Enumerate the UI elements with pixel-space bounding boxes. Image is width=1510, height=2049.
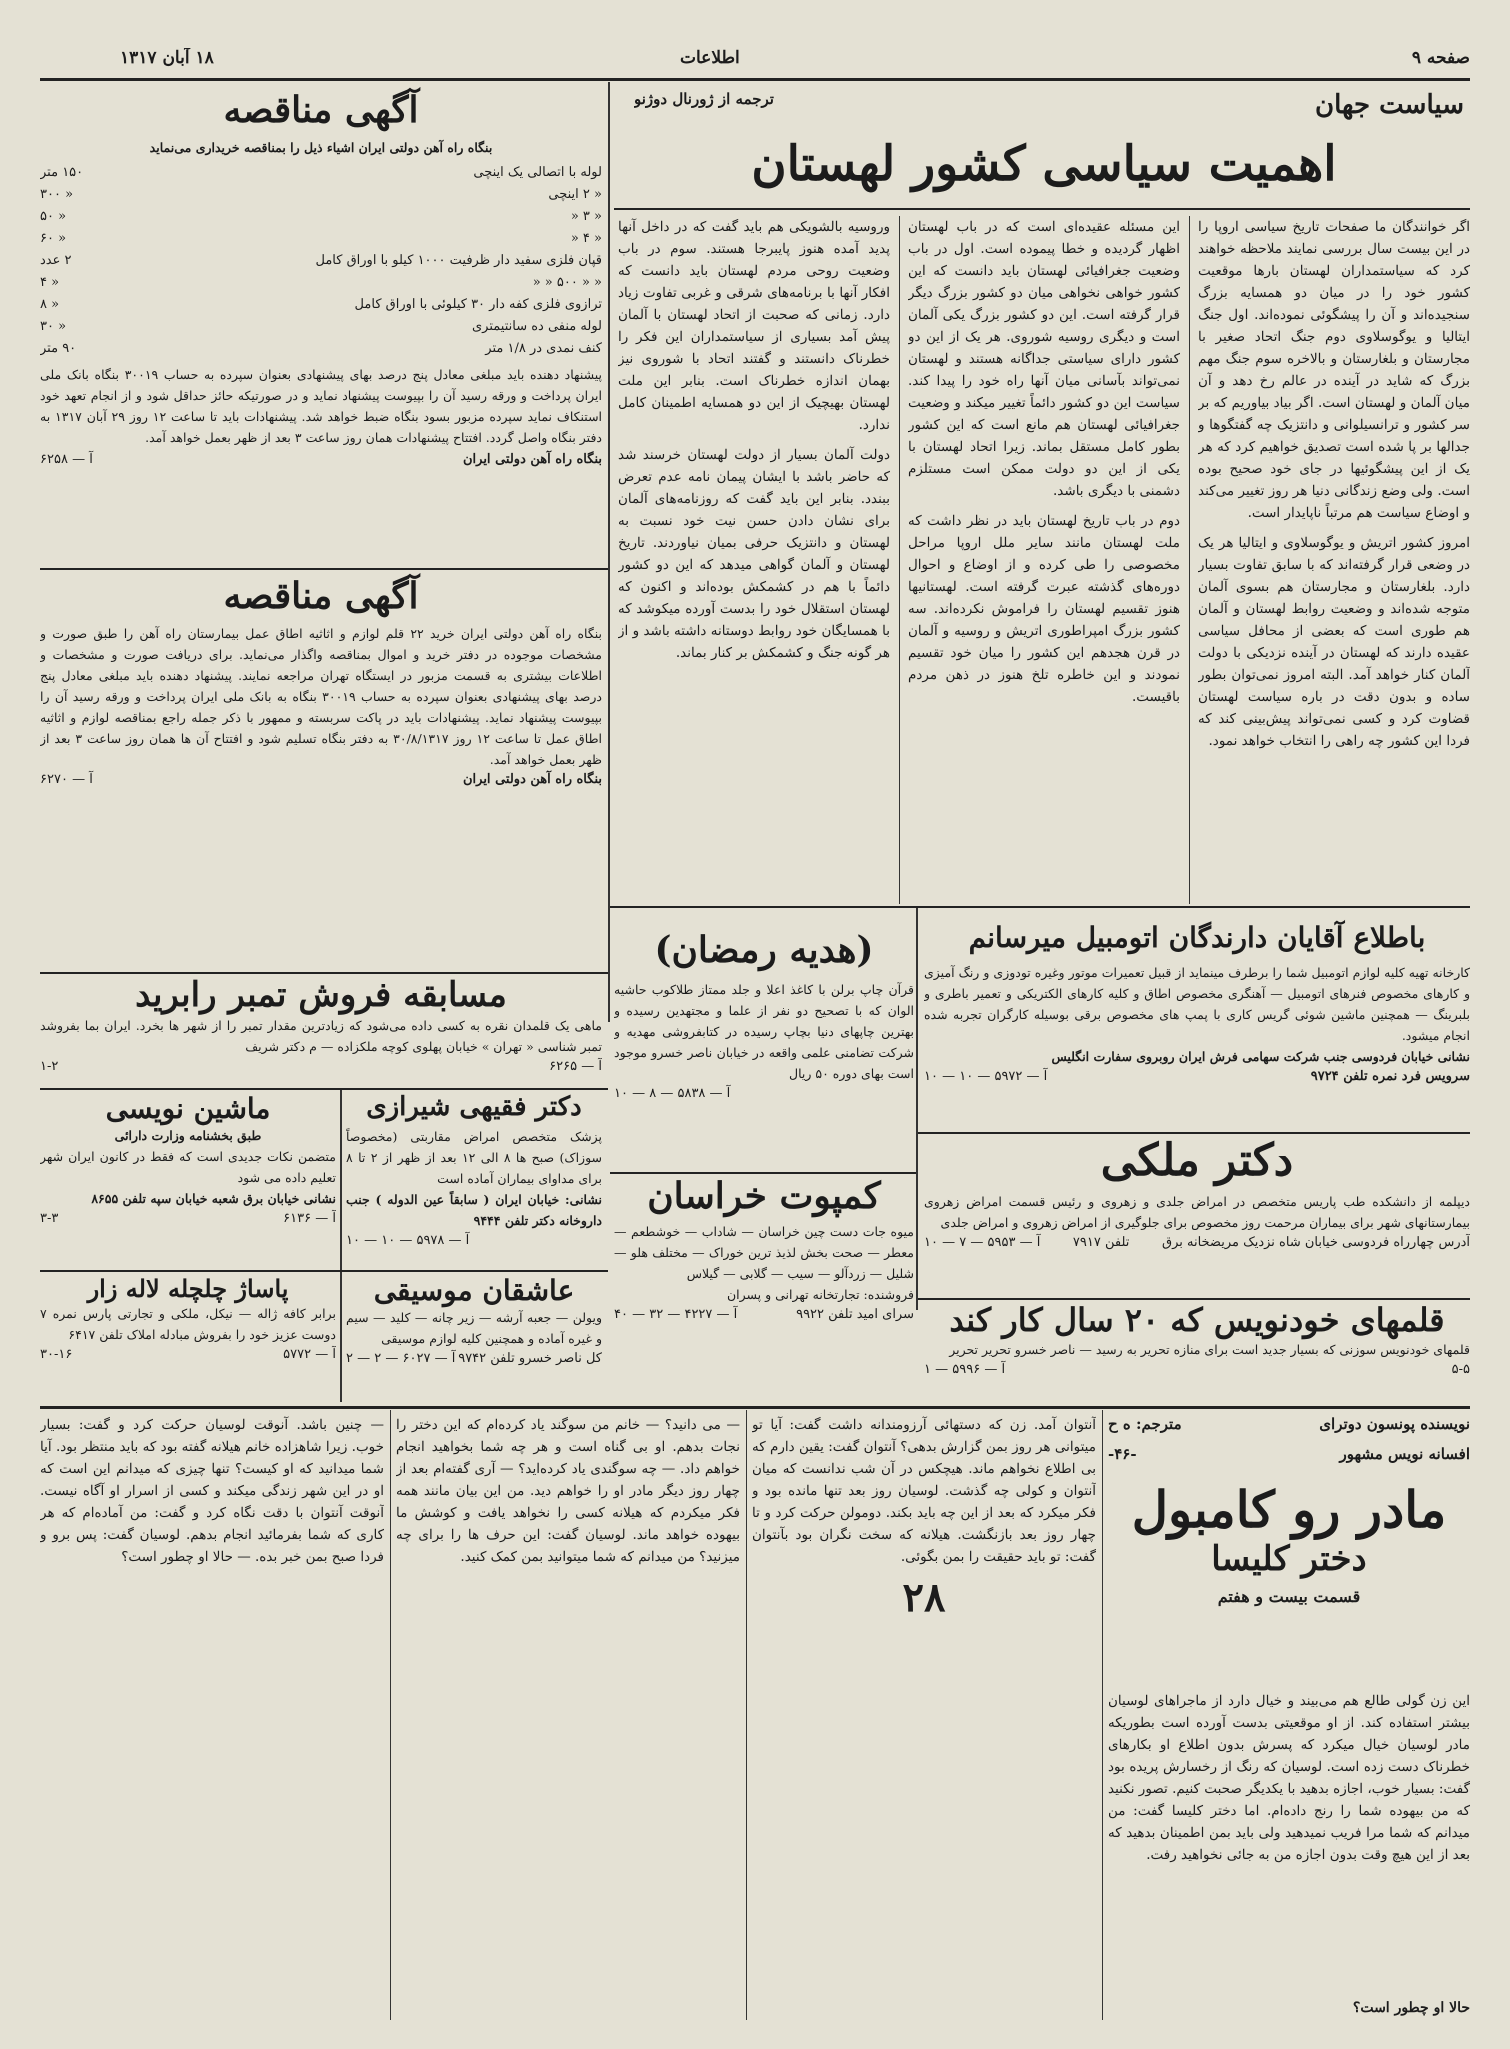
tender-notice-1 xyxy=(40,84,602,568)
ad-code: آ — ۵۹۵۳ — ۷ — ۱۰ xyxy=(924,1234,1041,1250)
tender-body: پیشنهاد دهنده باید مبلغی معادل پنج درصد بهای پیشنهادی بعنوان سپرده به حساب ۳۰۰۱۹ بنگاه بانک ملی ایران پرداخت و ورقه رسید آن را بپیوست پیشنهاد نماید و در صورتیکه حائز حداقل شود و از انجام تعهد خود استنکاف نماید سپرده مزبور بسود بنگاه ضبط خواهد شد. پیشنهادات باید تا ساعت ۱۲ روز ۲۹ آبان ۱۳۱۷ به دفتر بنگاه واصل گردد. افتتاح پیشنهادات همان روز ساعت ۳ بعد از ظهر بعمل خواهد آمد. xyxy=(40,367,602,446)
tender-item: « ۲ اینچی « ۳۰۰ xyxy=(40,187,602,203)
ad-code: ۳۰-۱۶ xyxy=(40,1347,73,1362)
section-rule xyxy=(610,906,1470,908)
novel-part: قسمت بیست و هفتم xyxy=(1217,1587,1361,1606)
novel-author: نویسنده پونسون دوترای xyxy=(1319,1415,1470,1433)
novel-end-line: حالا او چطور است؟ xyxy=(1352,2000,1470,2016)
ad-code: ۳-۳ xyxy=(40,1211,59,1226)
ad-footer xyxy=(924,1067,1470,1087)
ad-footer xyxy=(40,1057,602,1077)
novel-col-2 xyxy=(752,1414,1096,2020)
column-divider xyxy=(899,216,900,904)
ad-code: آ — ۶۰۲۷ — ۲ — ۲ xyxy=(346,1351,456,1366)
ad-footer xyxy=(614,1305,914,1325)
ad-code: آ — ۶۲۷۰ xyxy=(40,772,93,788)
column-divider xyxy=(916,908,918,1310)
ad-footer xyxy=(40,1345,336,1365)
ad-address: نشانی: خیابان ایران ( سابقاً عین الدوله ) جنب داروخانه دکتر تلفن ۹۴۴۴ xyxy=(346,1192,602,1228)
page-number: صفحه ۹ xyxy=(1411,48,1470,68)
ad-title: دکتر ملکی xyxy=(1100,1136,1294,1186)
tender-item: لوله منفی ده سانتیمتری « ۳۰ xyxy=(40,319,602,335)
tender-body: بنگاه راه آهن دولتی ایران خرید ۲۲ قلم لوازم و اثاثیه اطاق عمل بیمارستان راه آهن را طبق صورت و مشخصات موجوده در دفتر خرید و اموال بمناقصه واگذار می‌نماید. برای دریافت صورت و مشخصات و اطلاعات بیشتری به قسمت مزبور در ایستگاه تهران مراجعه نمایند. پیشنهاد دهنده باید مبلغی معادل پنج درصد بهای پیشنهادی بعنوان سپرده به حساب ۳۰۰۱۹ بنگاه به بانک ملی ایران پرداخت و ورقه رسید آن را بپیوست پیشنهاد نماید. پیشنهادات باید در پاکت سربسته و ممهور با ذکر جمله راجع بمناقصه لوازم و اثاثیه اطاق عمل تا ساعت ۱۲ روز ۳۰/۸/۱۳۱۷ به دفتر بنگاه تسلیم شود و افتتاح آن ها همان روز ساعت ۳ بعد از ظهر بعمل خواهد آمد. xyxy=(40,626,602,768)
section-rule xyxy=(918,1298,1470,1300)
newspaper-name: اطلاعات xyxy=(680,48,740,68)
dr-faghihi-ad xyxy=(346,1092,602,1268)
tender-title: آگهی مناقصه xyxy=(223,89,419,131)
ad-footer xyxy=(346,1349,602,1369)
ad-address: نشانی خیابان فردوسی جنب شرکت سهامی فرش ایران روبروی سفارت انگلیس xyxy=(1051,1049,1470,1065)
novel-title: مادر رو کامبول xyxy=(1131,1480,1447,1539)
ad-body: پزشک متخصص امراض مقاربتی (مخصوصاً سوزاک) صبح ها ۸ الی ۱۲ بعد از ظهر از ۲ تا ۸ برای مداوای بیماران آماده است xyxy=(346,1129,602,1186)
section-rule xyxy=(40,568,608,570)
column-divider xyxy=(1189,216,1190,904)
ad-title: عاشقان موسیقی xyxy=(373,1274,575,1307)
ad-body: قرآن چاپ برلن با کاغذ اعلا و جلد ممتاز طلاکوب حاشیه الوان که با تصحیح دو نفر از علما و مجتهدین رسیده و بهترین چاپهای دنیا بچاپ رسیده در کتابفروشی مهدیه و شرکت تضامنی علمی واقعه در خیابان ناصر خسرو موجود است بهای دوره ۵۰ ریال xyxy=(614,982,914,1082)
ad-title: دکتر فقیهی شیرازی xyxy=(366,1092,582,1122)
chapter-number: ۲۸ xyxy=(902,1574,946,1621)
column-divider xyxy=(340,1090,342,1402)
section-rule xyxy=(40,1088,608,1090)
ad-code: آ — ۶۱۳۶ xyxy=(283,1211,336,1226)
tender-item: قپان فلزی سفید دار ظرفیت ۱۰۰۰ کیلو با اوراق کامل ۲ عدد xyxy=(40,253,602,269)
ad-title: (هدیه رمضان) xyxy=(654,929,874,971)
ad-body: قلمهای خودنویس سوزنی که بسیار جدید است برای منازه تحریر به رسید — ناصر خسرو تحریر تحریر xyxy=(949,1341,1470,1357)
car-owners-ad xyxy=(924,910,1470,1130)
section-rule xyxy=(40,1270,608,1272)
stamp-contest-ad xyxy=(40,976,602,1086)
tender-intro: بنگاه راه آهن دولتی ایران اشیاء ذیل را بمناقصه خریداری می‌نماید xyxy=(149,140,493,156)
novel-translator: مترجم: ه ح xyxy=(1108,1415,1182,1433)
section-rule xyxy=(610,1172,916,1174)
ad-title: پاساژ چلچله لاله زار xyxy=(87,1274,289,1303)
section-label: سیاست جهان xyxy=(1315,90,1464,120)
ad-code: آ — ۶۲۶۵ xyxy=(549,1059,602,1075)
ad-body: متضمن نکات جدیدی است که فقط در کانون ایران شهر تعلیم داده می شود xyxy=(40,1149,336,1185)
tender-issuer: بنگاه راه آهن دولتی ایران xyxy=(462,452,602,468)
title-rule xyxy=(614,208,1470,210)
tender-item: « « ۵۰۰ « « « ۴ xyxy=(40,275,602,291)
ad-body: ویولن — جعبه آرشه — زیر چانه — کلید — سیم و غیره آماده و همچنین کلیه لوازم موسیقی xyxy=(346,1310,602,1346)
politics-paragraph: وروسیه بالشویکی هم باید گفت که در داخل آنها پدید آمده هنوز پایبرجا هستند. سوم در باب وضعیت روحی مردم لهستان باید دانست که افکار آنها با برنامه‌های شرقی و غربی تفاوت زیاد دارد. زمانی که صحبت از اتحاد لهستان با آلمان پیش آمد بسیاری از سیاستمداران این فکر را خطرناک دانستند و گفتند اتحاد با شوروی نیز بهمان اندازه خطرناک است. بنابر این ملت لهستان بهیچیک از این دو همسایه اطمینان کامل ندارد. xyxy=(618,219,890,433)
translation-source: ترجمه از ژورنال دوژنو xyxy=(634,90,774,108)
ad-code: آ — ۵۹۹۶ — ۱ xyxy=(924,1361,1006,1377)
dr-maleki-ad xyxy=(924,1136,1470,1296)
ad-body: دیپلمه از دانشکده طب پاریس متخصص در امراض جلدی و زهروی و رئیس قسمت امراض زهروی بیمارستانهای شهر برای بیماران مرحمت روز مخصوص برای جلوگیری از امراض زهروی و امراض جلدی xyxy=(924,1193,1470,1230)
politics-col-3 xyxy=(618,216,890,904)
section-rule xyxy=(40,972,608,974)
ad-body: کارخانه تهیه کلیه لوازم اتومبیل شما را برطرف مینماید از قبیل تعمیرات موتور وغیره تودوزی و رنگ آمیزی و کارهای مخصوص فنرهای اتومبیل — آهنگری مخصوص اطاق و کلیه کارهای الکتریکی و تعمیر باطری و بلبرینگ — همچنین ماشین شوئی گریس کاری با پمپ های مخصوص برقی بوسیله کارگران تجربه شده انجام میشود. xyxy=(924,965,1470,1044)
ad-code: آ — ۵۷۷۲ xyxy=(283,1347,336,1362)
novel-top-rule xyxy=(40,1406,1470,1409)
politics-col-1 xyxy=(1198,216,1470,904)
politics-col-2 xyxy=(908,216,1180,904)
novel-meta xyxy=(1108,1444,1470,1464)
novel-credits xyxy=(1108,1414,1470,1434)
tender-issuer: بنگاه راه آهن دولتی ایران xyxy=(462,772,602,788)
main-divider xyxy=(608,82,610,1022)
ad-footer xyxy=(346,1231,602,1251)
fountain-pen-ad xyxy=(924,1302,1470,1402)
tender-item: « ۳ « « ۵۰ xyxy=(40,209,602,225)
column-divider xyxy=(1102,1410,1103,2020)
ad-code: آ — ۴۲۲۷ — ۳۲ — ۴۰ xyxy=(614,1307,738,1323)
ad-title: کمپوت خراسان xyxy=(647,1176,881,1217)
tender-title: آگهی مناقصه xyxy=(223,575,419,617)
novel-heading xyxy=(1108,1414,1470,1684)
ad-code: آ — ۵۹۷۸ — ۱۰ — ۱۰ xyxy=(346,1233,470,1248)
tender-item: ترازوی فلزی کفه دار ۳۰ کیلوئی با اوراق کامل « ۸ xyxy=(40,297,602,313)
ad-title: باطلاع آقایان دارندگان اتومبیل میرسانم xyxy=(968,921,1426,954)
ad-footer xyxy=(614,1084,914,1104)
ad-code: ۱-۲ xyxy=(40,1059,59,1075)
page-header xyxy=(40,44,1470,78)
ad-subtitle: طبق بخشنامه وزارت دارائی xyxy=(114,1128,262,1143)
ad-code: آ — ۵۹۷۲ — ۱۰ — ۱۰ xyxy=(924,1069,1048,1085)
passage-ad xyxy=(40,1274,336,1402)
ad-title: مسابقه فروش تمبر رابرید xyxy=(135,976,507,1015)
ad-footer xyxy=(924,1360,1470,1380)
politics-paragraph: دوم در باب تاریخ لهستان باید در نظر داشت که ملت لهستان مانند سایر ملل اروپا مراحل مخصوصی را طی کرده و از اوضاع و احوال دوره‌های گذشته عبرت گرفته است. لهستانیها هنوز تقسیم لهستان را فراموش نکرده‌اند. سه کشور بزرگ امپراطوری اتریش و روسیه و آلمان در قرن هجدهم این کشور را میان خود تقسیم نمودند و این خاطره تلخ هنوز در ذهن مردم باقیست. xyxy=(908,513,1180,705)
tender-item: لوله با اتصالی یک اینچی ۱۵۰ متر xyxy=(40,165,602,181)
novel-col-4 xyxy=(40,1414,384,2020)
ad-title: قلمهای خودنویس که ۲۰ سال کار کند xyxy=(949,1302,1445,1339)
ad-code: آ — ۵۸۳۸ — ۸ — ۱۰ xyxy=(614,1086,731,1102)
tender-notice-2 xyxy=(40,572,602,972)
ad-code: ۵-۵ xyxy=(1451,1361,1470,1377)
novel-col-1 xyxy=(1108,1690,1470,2020)
novel-col-3 xyxy=(396,1414,740,2020)
politics-paragraph: اگر خوانندگان ما صفحات تاریخ سیاسی اروپا را در این بیست سال بررسی نمایند ملاحظه خواهند کرد که سیاستمداران لهستان بارها موقعیت کشور خود را در میان دو همسایه بزرگ سنجیده‌اند و آن را پیشگوئی نموده‌اند. اول جنگ ایتالیا و یوگوسلاوی دوم جنگ اتحاد صغیر با مجارستان و بلغارستان و بالاخره سوم جنگ مهم بزرگ که شاید در آینده در عالم رخ دهد و آن میان آلمان و لهستان است. اگر بیاد بیاوریم که بر سر کشور و ترانسیلوانی و دانتزیک چه گفتگوها و جدالها بر پا شده است تصدیق خواهیم کرد که هر یک از این پیشگوئیها در جای خود صحیح بوده است. ولی وضع زندگانی دنیا هر روز تغییر می‌کند و اوضاع سیاست هم مرتباً ناپایدار است. xyxy=(1198,219,1470,521)
tender-footer xyxy=(40,770,602,790)
tender-item: « ۴ « « ۶۰ xyxy=(40,231,602,247)
novel-paragraph: — چنین باشد. آنوقت لوسیان حرکت کرد و گفت: بسیار خوب. زیرا شاهزاده خانم هیلانه گفته بود که باید منتظر بود. آیا شما میدانید که او کیست؟ تنها چیزی که میدانم این است که او در این شهر زندگی میکند و کسی از اسرار او آگاه نیست. آنوقت آنتوان با دقت نگاه کرد و گفت: من آماده‌ام که هر کاری که شما بفرمائید انجام بدهم. لوسیان گفت: پس برو و فردا صبح بمن خبر بده. — حالا او چطور است؟ xyxy=(40,1417,384,1565)
issue-date: ۱۸ آبان ۱۳۱۷ xyxy=(120,48,214,68)
tender-item-list xyxy=(40,162,602,360)
section-rule xyxy=(918,1132,1470,1134)
ad-footer xyxy=(40,1209,336,1229)
ramadan-gift-ad xyxy=(614,910,914,1170)
ad-footer xyxy=(924,1233,1470,1253)
politics-section xyxy=(614,84,1470,904)
ad-phone: سرای امید تلفن ۹۹۲۲ xyxy=(796,1307,914,1323)
novel-paragraph: آنتوان آمد. زن که دستهائی آرزومندانه داشت گفت: آیا تو میتوانی هر روز بمن گزارش بدهی؟ آنتوان گفت: یقین دارم که بی اطلاع نخواهم ماند. هیچکس در آن شب ندانست که میان آنتوان و کولی چه گذشت. لوسیان روز بعد تنها مانده بود و فکر میکرد که بعد از این چه باید بکند. دومولن حرکت کرد و تا چهار روز بعد بازنگشت. هیلانه که سخت نگران بود بآنتوان گفت: تو باید حقیقت را بمن بگوئی. xyxy=(752,1417,1096,1565)
ad-address: آدرس چهارراه فردوسی خیابان شاه نزدیک مریضخانه برق xyxy=(1161,1234,1470,1250)
politics-paragraph: دولت آلمان بسیار از دولت لهستان خرسند شد که حاضر باشد با ایشان پیمان نامه عدم تعرض ببندد. بنابر این باید گفت که روزنامه‌های آلمان برای نشان دادن حسن نیت خود نسبت به لهستان و دانتزیک حرفی بمیان نیاوردند. تاریخ لهستان و آلمان گواهی میدهد که این دو کشور دائماً با هم در کشمکش بوده‌اند و اکنون که لهستان استقلال خود را بدست آورده میکوشد که با همسایگان خود روابط دوستانه داشته باشد و از هر گونه جنگ و کشمکش بر کنار بماند. xyxy=(618,447,890,661)
article-title: اهمیت سیاسی کشور لهستان xyxy=(751,136,1337,192)
novel-subtitle: دختر کلیسا xyxy=(1211,1539,1367,1579)
tender-footer xyxy=(40,450,602,470)
ad-address: کل ناصر خسرو تلفن ۹۷۴۲ xyxy=(458,1351,602,1366)
column-divider xyxy=(390,1410,391,2020)
column-divider xyxy=(746,1410,747,2020)
ad-phone: تلفن ۷۹۱۷ xyxy=(1072,1234,1130,1250)
ad-code: آ — ۶۲۵۸ xyxy=(40,452,93,468)
novel-paragraph: — می دانید؟ — خانم من سوگند یاد کرده‌ام که این دختر را نجات بدهم. او بی گناه است و هر چه شما بخواهید انجام خواهم داد. — چه سوگندی یاد کرده‌اید؟ — آری گفته‌ام بعد از چهار روز دیگر مادر او را خواهم دید. من این بیان مانند همه فکر میکردم که هیلانه کسی را نخواهد یافت و کوشش ما بیهوده خواهد ماند. لوسیان گفت: این حرف ها را برای چه میزنید؟ من میدانم که شما میتوانید بمن کمک کنید. xyxy=(396,1417,740,1565)
ad-address: نشانی خیابان برق شعبه خیابان سپه تلفن ۸۶۵۵ xyxy=(91,1191,336,1206)
ad-contact: سرویس فرد نمره تلفن ۹۷۲۴ xyxy=(1310,1069,1470,1085)
typing-school-ad xyxy=(40,1092,336,1268)
tender-item: کنف نمدی در ۱/۸ متر ۹۰ متر xyxy=(40,341,602,357)
politics-paragraph: امروز کشور اتریش و یوگوسلاوی و ایتالیا هر یک در وضعی قرار گرفته‌اند که با سابق تفاوت بسیار دارد. بلغارستان و مجارستان هم بسوی آلمان متوجه شده‌اند و وضعیت روابط لهستان و آلمان هم طوری است که بعضی از محافل سیاسی عقیده دارند که لهستان در آینده نزدیکی با دولت آلمان کنار خواهد آمد. البته امروز نمی‌توان بطور ساده و بدون دقت در باره سیاست لهستان قضاوت کرد و کسی نمی‌تواند پیش‌بینی کند که فردا این کشور چه راهی را انتخاب خواهد نمود. xyxy=(1198,535,1470,749)
ad-body: برابر کافه ژاله — نیکل، ملکی و تجارتی پارس نمره ۷ دوست عزیز خود را بفروش مبادله املاک تلفن ۶۴۱۷ xyxy=(40,1306,336,1342)
ad-seller: فروشنده: تجارتخانه تهرانی و پسران xyxy=(726,1287,914,1303)
music-lovers-ad xyxy=(346,1274,602,1402)
ad-body: میوه جات دست چین خراسان — شاداب — خوشطعم — معطر — صحت بخش لذیذ ترین خوراک — مختلف هلو — شلیل — زردآلو — سیب — گلابی — گیلاس xyxy=(614,1224,914,1282)
ad-body: ماهی یک قلمدان نقره به کسی داده می‌شود که زیادترین مقدار تمبر را از شهر ها بخرد. ایران بما بفروشد تمبر شناسی « تهران » خیابان پهلوی کوچه ملکزاده — م دکتر شریف xyxy=(40,1018,602,1055)
novel-tag: افسانه نویس مشهور xyxy=(1339,1445,1470,1463)
khorasan-compote-ad xyxy=(614,1176,914,1402)
novel-paragraph: این زن گولی طالع هم می‌بیند و خیال دارد از ماجراهای لوسیان بیشتر استفاده کند. از او موقعیتی بدست آورده است بطوریکه مادر لوسیان خیال میکرد که پسرش بدون اطلاع او بکارهای خطرناک دست زده است. لوسیان که رنگ از رخسارش پریده بود گفت: بسیار خوب، اجازه بدهید با یکدیگر صحبت کنیم. تصور نکنید که من بیهوده شما را رنج داده‌ام. اما دختر کلیسا گفت: من میدانم که شما مرا فریب نمیدهید ولی باید بمن اطمینان بدهید که بعد از این هیچ وقت بدون اجازه من به جائی نخواهید رفت. xyxy=(1108,1693,1470,1863)
header-rule xyxy=(40,78,1470,81)
novel-number: -۴۶- xyxy=(1108,1445,1137,1463)
politics-paragraph: این مسئله عقیده‌ای است که در باب لهستان اظهار گردیده و خطا پیموده است. اول در باب وضعیت جغرافیائی لهستان باید دانست که این کشور خواهی نخواهی میان دو کشور بزرگ دیگر قرار گرفته است. این دو کشور بزرگ یکی آلمان است و دیگری روسیه شوروی. هر یک از این دو کشور دارای سیاستی جداگانه هستند و لهستان نمی‌تواند بآسانی میان آنها راه خود را پیدا کند. سیاست این دو کشور دائماً تغییر میکند و وضعیت جغرافیائی لهستان هم مانع است که این کشور بطور کامل مستقل بماند. زیرا اتحاد لهستان با یکی از این دو دولت ممکن است مستلزم دشمنی با دیگری باشد. xyxy=(908,219,1180,499)
ad-title: ماشین نویسی xyxy=(105,1092,271,1125)
